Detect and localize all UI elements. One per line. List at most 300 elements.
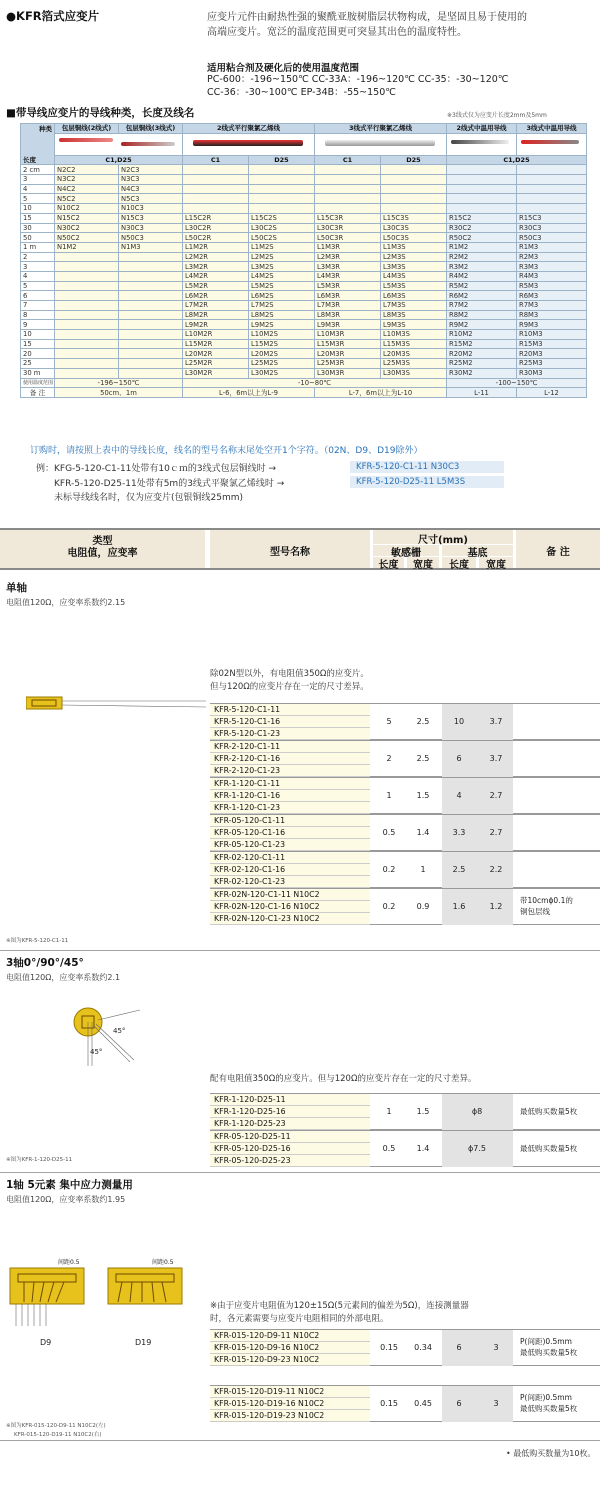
lead-code-cell — [119, 271, 183, 281]
lead-row — [21, 213, 587, 223]
model-name: KFR-015-120-D19-11 N10C2 — [210, 1386, 370, 1398]
lead-code-cell: N30C2 — [55, 223, 119, 233]
lead-code-cell: L15C2R — [183, 213, 249, 223]
length-cell: 10 — [21, 204, 55, 214]
model-name: KFR-5-120-C1-11 — [210, 704, 370, 716]
lead-code-cell — [119, 320, 183, 330]
lead-row — [21, 271, 587, 281]
lead-code-cell: L15C3S — [381, 213, 447, 223]
lead-code-cell — [517, 184, 587, 194]
footer-note: • 最低购买数量为10枚。 — [506, 1449, 596, 1458]
lead-code-cell: L4M2R — [183, 271, 249, 281]
remark-text: 最低购买数量5枚 — [520, 1106, 578, 1116]
grid-width: 0.9 — [416, 902, 430, 911]
wire-image-cell — [517, 133, 587, 155]
header-size: 尺寸(mm) — [418, 535, 468, 546]
code-header: C1,D25 — [55, 155, 183, 165]
lead-code-cell — [315, 184, 381, 194]
wire-icon — [451, 140, 509, 144]
section-title: 单轴 — [6, 582, 27, 594]
lead-code-cell: R6M2 — [447, 291, 517, 301]
lead-code-cell: L1M3S — [381, 242, 447, 252]
lead-code-cell — [55, 359, 119, 369]
model-name: KFR-05-120-D25-16 — [210, 1143, 370, 1155]
remark-cell: L-11 — [447, 388, 517, 398]
lead-row — [21, 301, 587, 311]
lead-row — [21, 291, 587, 301]
lead-code-cell: L30C2R — [183, 223, 249, 233]
lead-code-cell: R20M3 — [517, 349, 587, 359]
lead-code-cell — [119, 330, 183, 340]
lead-code-cell — [119, 301, 183, 311]
lead-code-cell: L25M3R — [315, 359, 381, 369]
lead-code-cell — [119, 291, 183, 301]
lead-code-cell — [55, 271, 119, 281]
lead-row — [21, 175, 587, 185]
header-length: 长度 — [378, 560, 399, 571]
model-name: KFR-2-120-C1-16 — [210, 753, 370, 765]
section-subtitle: 电阻值120Ω，应变率系数约2.1 — [6, 973, 121, 982]
lead-code-cell: R3M2 — [447, 262, 517, 272]
lead-code-cell: R30M3 — [517, 368, 587, 378]
model-name: KFR-015-120-D19-16 N10C2 — [210, 1398, 370, 1410]
lead-code-cell: L5M3S — [381, 281, 447, 291]
model-name: KFR-015-120-D19-23 N10C2 — [210, 1410, 370, 1422]
lead-code-cell: L3M3S — [381, 262, 447, 272]
base-width: 2.2 — [489, 865, 503, 874]
lead-code-cell: N4C3 — [119, 184, 183, 194]
lead-code-cell: L4M2S — [249, 271, 315, 281]
lead-code-cell: L5M2S — [249, 281, 315, 291]
lead-code-cell: R15M3 — [517, 339, 587, 349]
header-spacer — [21, 133, 55, 155]
lead-code-cell: L25M2R — [183, 359, 249, 369]
lead-code-cell: L6M2R — [183, 291, 249, 301]
base-length: 3.3 — [452, 828, 466, 837]
temp-heading: 适用粘合剂及硬化后的使用温度范围 — [207, 63, 360, 74]
lead-code-cell: L20M2S — [249, 349, 315, 359]
five-element-gauge-icon — [8, 1266, 188, 1326]
header-length: 长度 — [449, 560, 469, 571]
divider — [0, 950, 600, 951]
lead-code-cell — [447, 175, 517, 185]
lead-code-cell: L2M2S — [249, 252, 315, 262]
temp-lines — [207, 73, 508, 99]
lead-code-cell: R8M3 — [517, 310, 587, 320]
figure-note: ※图为KFR-1-120-D25-11 — [6, 1157, 73, 1163]
grid-width: 0.34 — [414, 1343, 432, 1352]
lead-code-cell — [55, 262, 119, 272]
base-width: 2.7 — [489, 791, 503, 800]
lead-code-cell — [517, 165, 587, 175]
base-width: 3.7 — [489, 754, 503, 763]
lead-code-cell: L9M3S — [381, 320, 447, 330]
lead-code-cell: L1M3R — [315, 242, 381, 252]
lead-code-cell: R25M3 — [517, 359, 587, 369]
lead-code-cell — [55, 252, 119, 262]
code-header: D25 — [381, 155, 447, 165]
lead-code-cell: R30M2 — [447, 368, 517, 378]
model-name: KFR-05-120-C1-23 — [210, 839, 370, 851]
lead-code-cell — [119, 359, 183, 369]
lead-code-cell: L15M3S — [381, 339, 447, 349]
lead-code-cell: N50C3 — [119, 233, 183, 243]
lead-code-cell: L7M3R — [315, 301, 381, 311]
lead-code-cell — [315, 204, 381, 214]
lead-code-cell — [55, 291, 119, 301]
model-name: KFR-2-120-C1-11 — [210, 741, 370, 753]
length-cell: 9 — [21, 320, 55, 330]
desc-line: ※由于应变片电阻值为120±15Ω(5元素间的偏差为5Ω)，连接测量器 — [210, 1301, 469, 1311]
lead-code-cell — [55, 368, 119, 378]
length-cell: 15 — [21, 339, 55, 349]
section-title: 3轴0°/90°/45° — [6, 957, 84, 969]
intro-line: 应变片元件由耐热性强的聚酰亚胺树脂层状物构成，是坚固且易于使用的 — [207, 12, 527, 23]
length-cell: 4 — [21, 271, 55, 281]
desc-line: 时，各元素需要与应变片电阻相同的外部电阻。 — [210, 1314, 389, 1324]
lead-code-cell: R30C2 — [447, 223, 517, 233]
lead-row — [21, 330, 587, 340]
wire-icon — [121, 142, 175, 146]
lead-code-cell — [55, 281, 119, 291]
lead-code-cell: L3M2R — [183, 262, 249, 272]
lead-row — [21, 204, 587, 214]
lead-code-cell — [315, 165, 381, 175]
section-desc — [210, 1300, 469, 1326]
lead-row — [21, 262, 587, 272]
lead-code-cell: R4M3 — [517, 271, 587, 281]
example-code: KFR-5-120-C1-11 N30C3 — [350, 461, 504, 473]
figure-note: ※图为KFR-015-120-D9-11 N10C2(左) — [6, 1423, 106, 1429]
figure-label: D19 — [135, 1338, 152, 1347]
model-name: KFR-05-120-C1-11 — [210, 815, 370, 827]
lead-code-cell: R5M2 — [447, 281, 517, 291]
grid-length: 2 — [386, 754, 392, 763]
lead-code-cell: L4M3R — [315, 271, 381, 281]
pitch-label: 间距0.5 — [152, 1259, 174, 1266]
grid-length: 1 — [386, 791, 392, 800]
header-width: 宽度 — [486, 560, 506, 571]
lead-code-cell: R3M3 — [517, 262, 587, 272]
model-name: KFR-2-120-C1-23 — [210, 765, 370, 777]
lead-code-cell: L1M2R — [183, 242, 249, 252]
page-title: ●KFR箔式应变片 — [6, 9, 100, 23]
header-width: 宽度 — [413, 560, 433, 571]
lead-code-cell: L20M2R — [183, 349, 249, 359]
lead-code-cell: L15M2S — [249, 339, 315, 349]
lead-code-cell: N4C2 — [55, 184, 119, 194]
length-cell: 2 — [21, 252, 55, 262]
lead-code-cell: L8M2R — [183, 310, 249, 320]
header-type-line: 电阻值，应变率 — [67, 548, 138, 559]
lead-code-cell: R9M2 — [447, 320, 517, 330]
temp-range: -196~150℃ — [55, 378, 183, 388]
remark-text: 带10cmϕ0.1的 铜包层线 — [520, 896, 573, 916]
lead-code-cell — [447, 165, 517, 175]
lead-row — [21, 194, 587, 204]
length-cell: 4 — [21, 184, 55, 194]
wire-image-cell — [55, 133, 183, 155]
grid-width: 2.5 — [416, 754, 430, 763]
length-cell: 6 — [21, 291, 55, 301]
model-name: KFR-1-120-C1-23 — [210, 802, 370, 814]
temp-row-label: 使用温度范围 — [21, 378, 55, 388]
intro-text — [207, 10, 527, 40]
grid-length: 0.5 — [382, 1144, 396, 1153]
lead-code-cell — [447, 204, 517, 214]
base-length: 6 — [456, 1343, 462, 1352]
wire-icon — [521, 140, 579, 144]
model-name: KFR-1-120-D25-16 — [210, 1106, 370, 1118]
lead-code-cell: L30M3S — [381, 368, 447, 378]
lead-row — [21, 233, 587, 243]
grid-width: 2.5 — [416, 717, 430, 726]
lead-code-cell: L9M2S — [249, 320, 315, 330]
lead-code-cell: R6M3 — [517, 291, 587, 301]
base-width: 1.2 — [489, 902, 503, 911]
lead-code-cell: L10M3S — [381, 330, 447, 340]
length-cell: 3 — [21, 175, 55, 185]
example-line: 例：KFG-5-120-C1-11处带有10ｃｍ的3线式包层铜线时 → — [36, 464, 276, 474]
base-length: 1.6 — [452, 902, 466, 911]
lead-code-cell: L50C3S — [381, 233, 447, 243]
lead-code-cell: N15C2 — [55, 213, 119, 223]
lead-code-cell: L4M3S — [381, 271, 447, 281]
lead-code-cell: R2M2 — [447, 252, 517, 262]
lead-code-cell — [315, 175, 381, 185]
lead-code-cell — [119, 368, 183, 378]
wire-icon — [193, 140, 303, 146]
code-header: C1 — [183, 155, 249, 165]
grid-width: 1.4 — [416, 1144, 430, 1153]
lead-code-cell: R2M3 — [517, 252, 587, 262]
kind-label: 种类 — [21, 124, 55, 134]
section-subtitle: 电阻值120Ω，应变率系数约1.95 — [6, 1195, 126, 1204]
lead-row — [21, 184, 587, 194]
lead-code-cell — [119, 339, 183, 349]
header-base: 基底 — [467, 548, 488, 559]
lead-code-cell: L30M3R — [315, 368, 381, 378]
model-name: KFR-02-120-C1-23 — [210, 876, 370, 888]
lead-code-cell: L9M2R — [183, 320, 249, 330]
lead-code-cell: R7M3 — [517, 301, 587, 311]
grid-width: 0.45 — [414, 1399, 432, 1408]
lead-code-cell — [55, 320, 119, 330]
lead-code-cell — [55, 339, 119, 349]
lead-code-cell — [183, 194, 249, 204]
pitch-label: 间距0.5 — [58, 1259, 80, 1266]
code-header: D25 — [249, 155, 315, 165]
section-subtitle: 电阻值120Ω，应变率系数约2.15 — [6, 598, 126, 607]
length-cell: 20 — [21, 349, 55, 359]
length-cell: 15 — [21, 213, 55, 223]
lead-code-cell: R15M2 — [447, 339, 517, 349]
lead-code-cell — [249, 165, 315, 175]
lead-code-cell: R9M3 — [517, 320, 587, 330]
length-cell: 25 — [21, 359, 55, 369]
lead-row — [21, 339, 587, 349]
lead-code-cell — [249, 204, 315, 214]
order-note: 订购时，请按照上表中的导线长度，线名的型号名称末尾处空开1个字符。（02N、D9、D19除外） — [30, 446, 423, 456]
lead-code-cell: L50C2R — [183, 233, 249, 243]
lead-code-cell: L6M2S — [249, 291, 315, 301]
lead-code-cell — [249, 194, 315, 204]
lead-code-cell: L30M2S — [249, 368, 315, 378]
base-length: ϕ7.5 — [468, 1144, 486, 1153]
lead-code-cell: R50C3 — [517, 233, 587, 243]
lead-code-cell — [381, 165, 447, 175]
lead-code-cell: L8M3R — [315, 310, 381, 320]
model-name: KFR-5-120-C1-23 — [210, 728, 370, 740]
lead-code-cell: L30C3S — [381, 223, 447, 233]
lead-code-cell: L3M3R — [315, 262, 381, 272]
rosette-gauge-icon — [70, 1000, 160, 1070]
lead-table — [20, 123, 587, 398]
length-cell: 5 — [21, 194, 55, 204]
model-name: KFR-015-120-D9-23 N10C2 — [210, 1354, 370, 1366]
temp-line: PC-600：-196~150℃ CC-33A：-196~120℃ CC-35：-30~120℃ — [207, 74, 509, 85]
remark-text: P(间距)0.5mm 最低购买数量5枚 — [520, 1337, 578, 1357]
lead-code-cell: N10C3 — [119, 204, 183, 214]
length-cell: 5 — [21, 281, 55, 291]
lead-code-cell — [55, 301, 119, 311]
grid-width: 1.5 — [416, 791, 430, 800]
lead-row — [21, 368, 587, 378]
lead-code-cell — [447, 194, 517, 204]
lead-code-cell: L9M3R — [315, 320, 381, 330]
lead-table-heading: ■带导线应变片的导线种类，长度及线名 — [6, 107, 195, 119]
lead-row — [21, 359, 587, 369]
lead-code-cell — [381, 194, 447, 204]
lead-code-cell: L5M3R — [315, 281, 381, 291]
grid-width: 1.4 — [416, 828, 430, 837]
wire-icon — [325, 140, 435, 146]
base-width: 3 — [493, 1399, 499, 1408]
lead-code-cell: N3C3 — [119, 175, 183, 185]
lead-code-cell: L10M2S — [249, 330, 315, 340]
lead-code-cell: L6M3S — [381, 291, 447, 301]
lead-code-cell: L50C3R — [315, 233, 381, 243]
lead-code-cell: L30C2S — [249, 223, 315, 233]
lead-code-cell: L20M3R — [315, 349, 381, 359]
lead-code-cell: L10M3R — [315, 330, 381, 340]
remark-text: P(间距)0.5mm 最低购买数量5枚 — [520, 1393, 578, 1413]
lead-row — [21, 310, 587, 320]
length-cell: 8 — [21, 310, 55, 320]
lead-row — [21, 281, 587, 291]
model-name: KFR-05-120-D25-11 — [210, 1131, 370, 1143]
lead-code-cell: L15M3R — [315, 339, 381, 349]
base-length: 10 — [453, 717, 465, 726]
temp-range: -10~80℃ — [183, 378, 447, 388]
lead-code-cell — [183, 204, 249, 214]
remark-cell: L-6，6m以上为L-9 — [183, 388, 315, 398]
length-label: 长度 — [21, 155, 55, 165]
lead-code-cell — [183, 184, 249, 194]
lead-code-cell — [55, 330, 119, 340]
model-name: KFR-1-120-D25-11 — [210, 1094, 370, 1106]
figure-label: D9 — [40, 1338, 52, 1347]
intro-line: 高端应变片。宽泛的温度范围更可突显其出色的温度特性。 — [207, 27, 467, 38]
model-name: KFR-015-120-D9-11 N10C2 — [210, 1330, 370, 1342]
lead-code-cell: N1M2 — [55, 242, 119, 252]
lead-code-cell — [119, 310, 183, 320]
lead-table-note: ※3线式仅为应变片长度2mm及5mm — [447, 112, 547, 119]
lead-code-cell: L30M2R — [183, 368, 249, 378]
lead-code-cell: N2C3 — [119, 165, 183, 175]
lead-code-cell: L20M3S — [381, 349, 447, 359]
wire-icon — [59, 138, 113, 142]
lead-code-cell: R15C2 — [447, 213, 517, 223]
single-axis-gauge-icon — [26, 695, 206, 711]
code-header: C1,D25 — [447, 155, 587, 165]
lead-code-cell: L8M2S — [249, 310, 315, 320]
remark-row-label: 备 注 — [21, 388, 55, 398]
lead-code-cell: L5M2R — [183, 281, 249, 291]
lead-code-cell: L25M3S — [381, 359, 447, 369]
model-name: KFR-5-120-C1-16 — [210, 716, 370, 728]
model-name: KFR-02N-120-C1-11 N10C2 — [210, 889, 370, 901]
model-name: KFR-05-120-C1-16 — [210, 827, 370, 839]
section-desc: 配有电阻值350Ω的应变片。但与120Ω的应变片存在一定的尺寸差异。 — [210, 1074, 477, 1084]
lead-code-cell: R20M2 — [447, 349, 517, 359]
length-cell: 10 — [21, 330, 55, 340]
lead-code-cell: L30C3R — [315, 223, 381, 233]
spec-table-header — [0, 528, 600, 570]
base-length: 6 — [456, 754, 462, 763]
model-name: KFR-1-120-C1-16 — [210, 790, 370, 802]
lead-code-cell: L15C2S — [249, 213, 315, 223]
lead-code-cell: R25M2 — [447, 359, 517, 369]
header-remark: 备 注 — [546, 547, 570, 558]
remark-text: 最低购买数量5枚 — [520, 1143, 578, 1153]
lead-code-cell: L10M2R — [183, 330, 249, 340]
lead-code-cell: L15M2R — [183, 339, 249, 349]
lead-code-cell: L7M3S — [381, 301, 447, 311]
model-name: KFR-015-120-D9-16 N10C2 — [210, 1342, 370, 1354]
base-length: 6 — [456, 1399, 462, 1408]
grid-length: 5 — [386, 717, 392, 726]
lead-code-cell — [517, 204, 587, 214]
example-tail: 未标导线线名时，仅为应变片(包银铜线25mm) — [54, 493, 244, 503]
lead-row — [21, 165, 587, 175]
length-cell: 1 m — [21, 242, 55, 252]
model-name: KFR-02-120-C1-16 — [210, 864, 370, 876]
section-desc — [210, 668, 369, 694]
code-header: C1 — [315, 155, 381, 165]
header-model: 型号名称 — [270, 547, 310, 558]
lead-code-cell: L25M2S — [249, 359, 315, 369]
header-type — [0, 536, 205, 560]
grid-length: 1 — [386, 1107, 392, 1116]
lead-code-cell: L7M2R — [183, 301, 249, 311]
lead-code-cell — [315, 194, 381, 204]
lead-code-cell: L8M3S — [381, 310, 447, 320]
section-title: 1轴 5元素 集中应力测量用 — [6, 1179, 133, 1191]
lead-code-cell — [119, 252, 183, 262]
lead-code-cell: R1M3 — [517, 242, 587, 252]
figure-note: ※图为KFR-5-120-C1-11 — [6, 938, 69, 944]
lead-header: 3线式中温用导线 — [517, 124, 587, 134]
lead-code-cell — [183, 175, 249, 185]
example-line: KFR-5-120-D25-11处带有5m的3线式平聚氯乙烯线时 → — [54, 479, 285, 489]
grid-length: 0.2 — [382, 865, 396, 874]
divider — [0, 1172, 600, 1173]
base-length: 2.5 — [452, 865, 466, 874]
wire-image-cell — [183, 133, 315, 155]
lead-code-cell: R1M2 — [447, 242, 517, 252]
lead-code-cell — [381, 175, 447, 185]
